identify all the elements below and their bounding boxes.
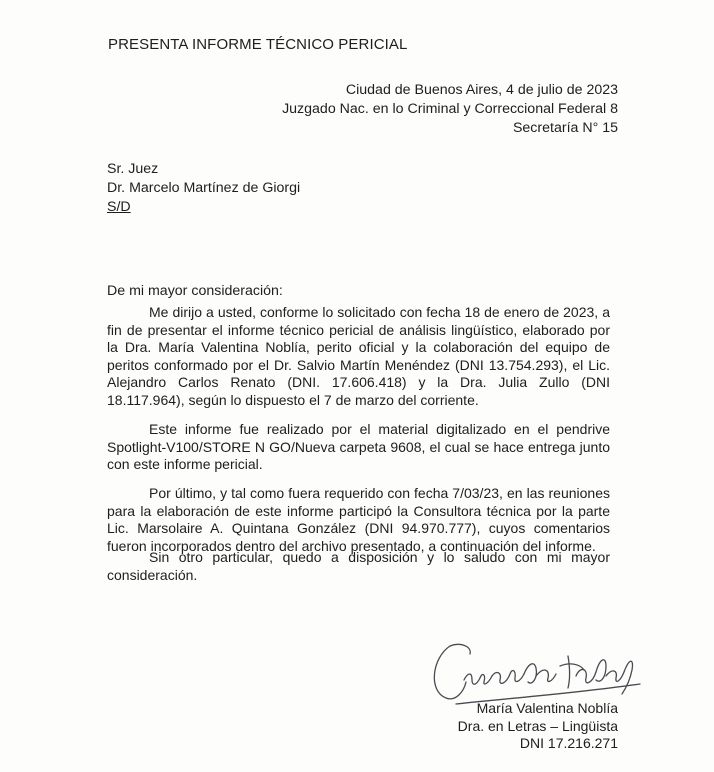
letter-header	[282, 81, 618, 138]
body-paragraph-3: Por último, y tal como fuera requerido con fecha 7/03/23, en las reuniones para la elaboración de este informe participó la Consultora técnica por la parte Lic. Marsolaire A. Quintana González (DNI 94.970.777), cuyos comentarios fueron incorporados dentro del archivo presentado, a continuación del informe.	[107, 485, 610, 554]
signature-block	[458, 700, 618, 753]
body-paragraph-1: Me dirijo a usted, conforme lo solicitado con fecha 18 de enero de 2023, a fin de presentar el informe técnico pericial de análisis lingüístico, elaborado por la Dra. María Valentina Noblía, perito oficial y la colaboración del equipo de peritos conformado por el Dr. Salvio Martín Menéndez (DNI 13.754.293), el Lic. Alejandro Carlos Renato (DNI. 17.606.418) y la Dra. Julia Zullo (DNI 18.117.964), según lo dispuesto el 7 de marzo del corriente.	[107, 304, 610, 408]
place-date: Ciudad de Buenos Aires, 4 de julio de 2023	[345, 82, 618, 98]
salutation: De mi mayor consideración:	[107, 283, 283, 299]
body-paragraph-2: Este informe fue realizado por el material digitalizado en el pendrive Spotlight-V100/STORE N GO/Nueva carpeta 9608, el cual se hace entrega junto con este informe pericial.	[107, 421, 610, 473]
addressee-block	[107, 160, 300, 217]
addressee-line-1: Sr. Juez	[107, 161, 159, 177]
addressee-line-3: S/D	[107, 199, 131, 215]
signer-dni: DNI 17.216.271	[519, 735, 618, 751]
signer-title: Dra. en Letras – Lingüista	[457, 717, 618, 734]
signer-name: María Valentina Noblía	[476, 700, 618, 716]
court-name: Juzgado Nac. en lo Criminal y Correccional Federal 8	[282, 101, 618, 117]
body-paragraph-4: Sin otro particular, quedo a disposición y lo saludo con mi mayor consideración.	[107, 549, 610, 583]
secretariat: Secretaría N° 15	[512, 120, 618, 136]
document-title: PRESENTA INFORME TÉCNICO PERICIAL	[108, 36, 408, 53]
addressee-line-2: Dr. Marcelo Martínez de Giorgi	[107, 180, 301, 196]
